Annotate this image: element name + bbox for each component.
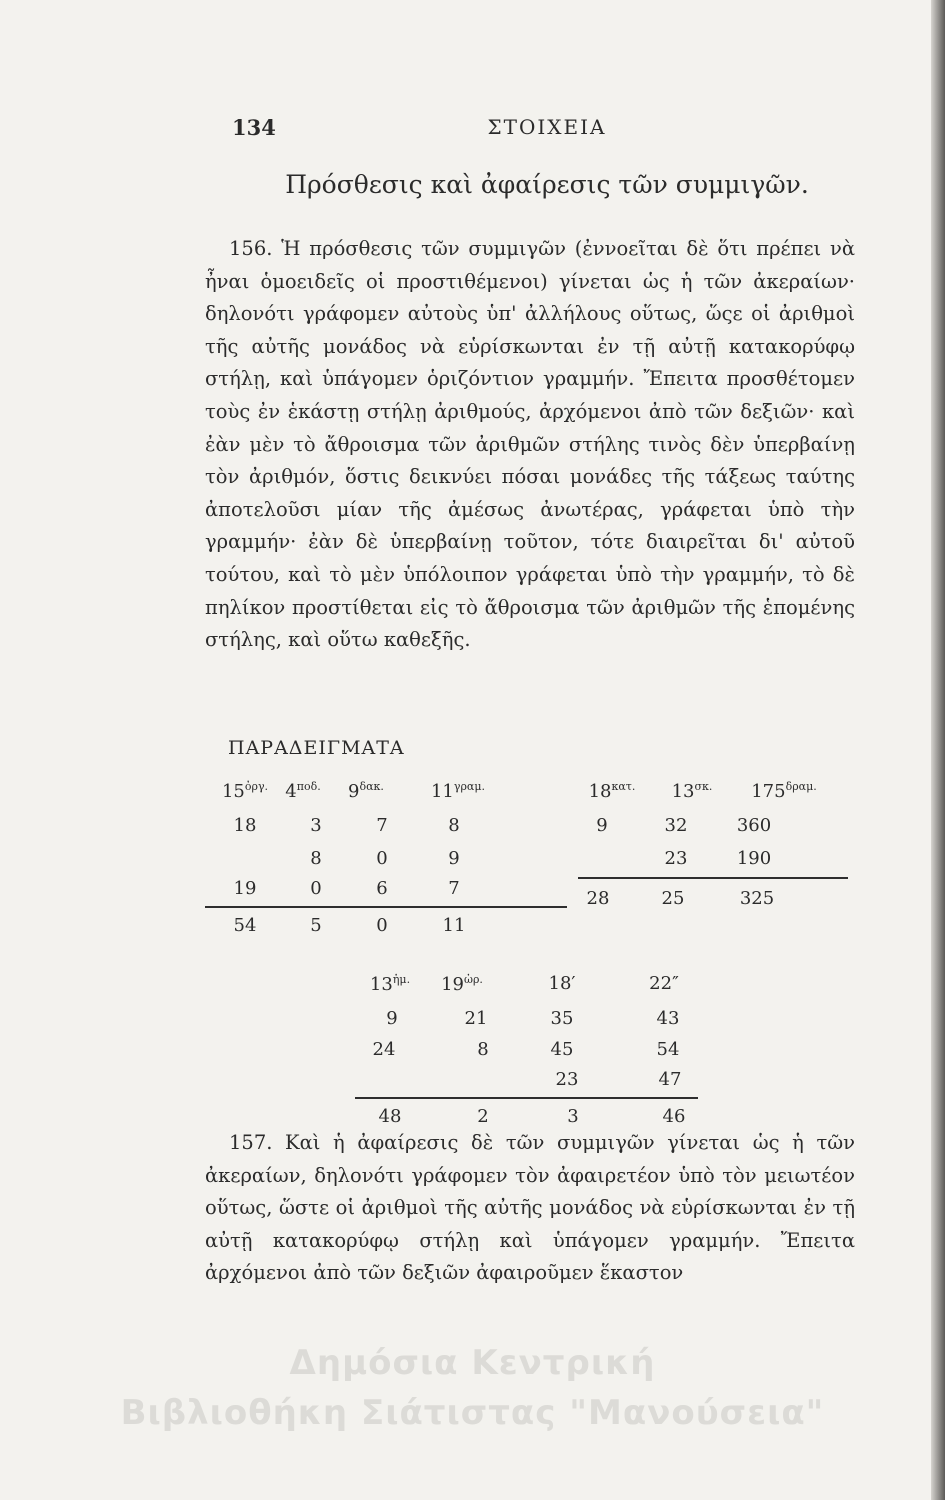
- ex3-head: $19^{ὡ\rho.}$: [441, 973, 483, 995]
- ex1-cell: 8: [310, 848, 322, 869]
- ex3-cell: 43: [656, 1008, 680, 1029]
- ex1-cell: 7: [448, 878, 460, 899]
- ex1-cell: 7: [376, 815, 388, 836]
- ex1-sum: 0: [376, 915, 388, 936]
- ex3-cell: 8: [477, 1039, 489, 1060]
- ex1-cell: 8: [448, 815, 460, 836]
- ex3-sum: 3: [567, 1106, 579, 1127]
- ex2-cell: 360: [736, 815, 772, 836]
- ex1-cell: 18: [233, 815, 257, 836]
- ex2-sum-rule: [578, 877, 848, 879]
- ex3-sum: 48: [378, 1106, 402, 1127]
- ex3-head: 22″: [649, 973, 679, 994]
- page-header: [232, 115, 862, 145]
- ex1-head: $15^{ὀ\rho\gamma.}$: [221, 780, 269, 802]
- ex2-head: $18^{\kappa\alpha\tau.}$: [588, 780, 636, 802]
- ex2-cell: 32: [664, 815, 688, 836]
- ex3-cell: 54: [656, 1039, 680, 1060]
- ex3-head: 18′: [548, 973, 576, 994]
- page-number: 134: [232, 115, 276, 140]
- ex3-cell: 23: [555, 1069, 579, 1090]
- ex2-sum: 325: [739, 888, 775, 909]
- ex1-cell: 6: [376, 878, 388, 899]
- ex1-sum: 11: [442, 915, 466, 936]
- library-watermark-line2: Βιβλιοθήκη Σιάτιστας "Μανούσεια": [120, 1393, 825, 1433]
- ex3-cell: 47: [658, 1069, 682, 1090]
- ex2-sum: 28: [586, 888, 610, 909]
- ex1-cell: 0: [376, 848, 388, 869]
- ex3-cell: 9: [386, 1008, 398, 1029]
- ex1-cell: 3: [310, 815, 322, 836]
- ex1-sum-rule: [205, 906, 567, 908]
- section-title: Πρόσθεσις καὶ ἀφαίρεσις τῶν συμμιγῶν.: [285, 170, 809, 199]
- ex1-head: $9^{\delta\alpha\kappa.}$: [348, 780, 384, 802]
- ex2-cell: 23: [664, 848, 688, 869]
- ex1-cell: 19: [233, 878, 257, 899]
- page-edge-shadow: [931, 0, 945, 1500]
- ex2-sum: 25: [661, 888, 685, 909]
- paragraph-157: [205, 1127, 855, 1290]
- ex1-head: $11^{\gamma\rho\alpha\mu.}$: [430, 780, 486, 802]
- ex3-cell: 21: [464, 1008, 488, 1029]
- ex3-cell: 24: [372, 1039, 396, 1060]
- ex3-cell: 45: [550, 1039, 574, 1060]
- ex3-sum: 46: [662, 1106, 686, 1127]
- ex1-sum: 5: [310, 915, 322, 936]
- paragraph-156-text: 156. Ἡ πρόσθεσις τῶν συμμιγῶν (ἐννοεῖται δὲ ὅτι πρέπει νὰ ἦναι ὁμοειδεῖς οἱ προστιθέμενοι) γίνεται ὡς ἡ τῶν ἀκεραίων· δηλονότι γράφομεν αὐτοὺς ὑπ' ἀλλήλους οὕτως, ὥςε οἱ ἀριθμοὶ τῆς αὐτῆς μονάδος νὰ εὑρίσκωνται ἐν τῇ αὐτῇ κατακορύφῳ στήλῃ, καὶ ὑπάγομεν ὁριζόντιον γραμμήν. Ἔπειτα προσθέτομεν τοὺς ἐν ἑκάστῃ στήλῃ ἀριθμούς, ἀρχόμενοι ἀπὸ τῶν δεξιῶν· καὶ ἐὰν μὲν τὸ ἄθροισμα τῶν ἀριθμῶν στήλης τινὸς δὲν ὑπερβαίνῃ τὸν ἀριθμόν, ὅστις δεικνύει πόσαι μονάδες τῆς τάξεως ταύτης ἀποτελοῦσι μίαν τῆς ἀμέσως ἀνωτέρας, γράφεται ὑπὸ τὴν γραμμήν· ἐὰν δὲ ὑπερβαίνῃ τοῦτον, τότε διαιρεῖται δι' αὐτοῦ τούτου, καὶ τὸ μὲν ὑπόλοιπον γράφεται ὑπὸ τὴν γραμμήν, τὸ δὲ πηλίκον προστίθεται εἰς τὸ ἄθροισμα τῶν ἀριθμῶν τῆς ἑπομένης στήλης, καὶ οὕτω καθεξῆς.: [205, 237, 855, 652]
- library-watermark-line1: Δημόσια Κεντρική: [289, 1343, 656, 1383]
- ex1-sum: 54: [233, 915, 257, 936]
- ex2-head: $175^{\delta\rho\alpha\mu.}$: [751, 780, 817, 802]
- ex2-cell: 9: [596, 815, 608, 836]
- ex3-head: $13^{ἡ\mu.}$: [369, 973, 411, 995]
- ex2-head: $13^{\sigma\kappa.}$: [671, 780, 713, 802]
- paragraph-157-text: 157. Καὶ ἡ ἀφαίρεσις δὲ τῶν συμμιγῶν γίνεται ὡς ἡ τῶν ἀκεραίων, δηλονότι γράφομεν τὸν ἀφαιρετέον ὑπὸ τὸν μειωτέον οὕτως, ὥστε οἱ ἀριθμοὶ τῆς αὐτῆς μονάδος νὰ εὑρίσκωνται ἐν τῇ αὐτῇ κατακορύφῳ στήλῃ καὶ ὑπάγομεν γραμμήν. Ἔπειτα ἀρχόμενοι ἀπὸ τῶν δεξιῶν ἀφαιροῦμεν ἕκαστον: [205, 1131, 855, 1285]
- ex1-head: $4^{\pi o\delta.}$: [285, 780, 321, 802]
- paragraph-156: [205, 233, 855, 657]
- examples-title: ΠΑΡΑΔΕΙΓΜΑΤΑ: [228, 737, 405, 759]
- ex1-cell: 9: [448, 848, 460, 869]
- ex3-cell: 35: [550, 1008, 574, 1029]
- ex3-sum: 2: [477, 1106, 489, 1127]
- ex3-sum-rule: [355, 1097, 698, 1099]
- ex2-cell: 190: [736, 848, 772, 869]
- ex1-cell: 0: [310, 878, 322, 899]
- running-title: ΣΤΟΙΧΕΙΑ: [487, 115, 607, 139]
